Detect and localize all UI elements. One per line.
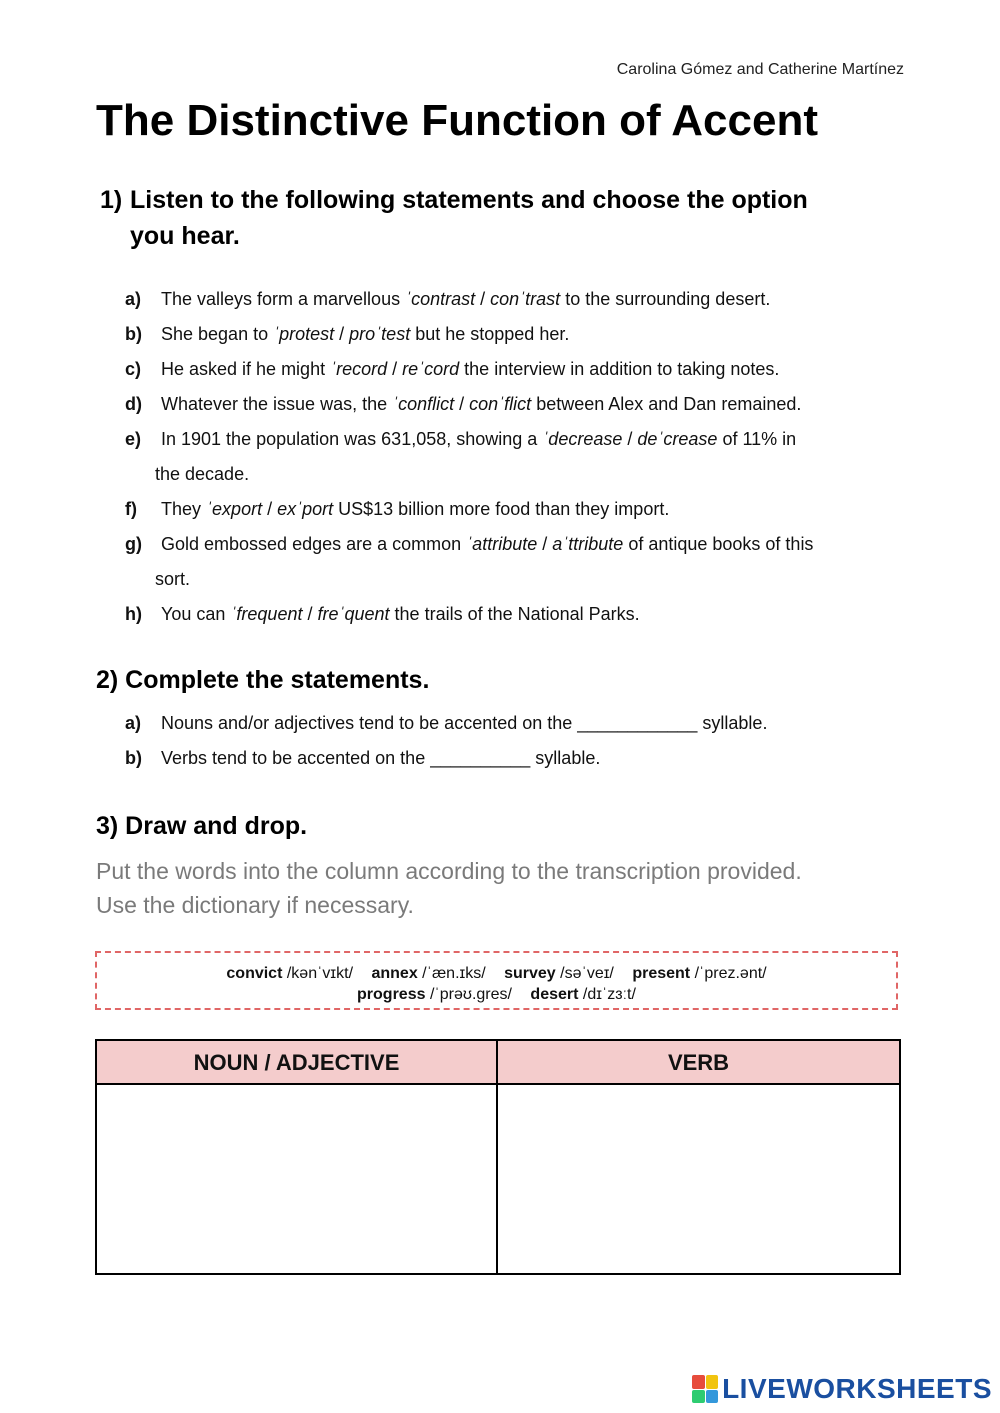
option-1[interactable]: ˈfrequent [230,604,303,624]
option-1[interactable]: ˈcontrast [405,289,476,309]
word-entry[interactable] [530,986,636,1003]
logo-square [706,1375,719,1389]
section2-list [125,706,885,776]
word-entry[interactable] [357,986,512,1003]
word-bank [95,951,898,1010]
list-item [125,352,885,387]
option-separator: / [302,604,318,624]
item-text-before: In 1901 the population was 631,058, showing a [161,429,538,449]
drop-zone-verb[interactable] [498,1085,899,1273]
item-text[interactable]: Verbs tend to be accented on the __________ syllable. [161,748,601,768]
option-2[interactable]: exˈport [277,499,334,519]
word: convict [226,965,283,982]
option-2[interactable]: proˈtest [349,324,411,344]
item-text-after: but he stopped her. [415,324,570,344]
option-1[interactable]: ˈprotest [273,324,335,344]
item-text-after: between Alex and Dan remained. [536,394,802,414]
section1-heading [100,182,890,254]
section1-heading-line1: Listen to the following statements and choose the option [130,186,808,214]
item-text-before: Gold embossed edges are a common [161,534,462,554]
section1-number: 1) [100,186,123,214]
list-item [125,741,885,776]
item-letter: b) [125,748,142,768]
item-letter: e) [125,429,142,449]
option-2[interactable]: reˈcord [402,359,460,379]
option-separator: / [334,324,350,344]
item-letter: g) [125,534,142,554]
list-item [125,706,885,741]
item-text-after: US$13 billion more food than they import. [338,499,670,519]
item-letter: a) [125,713,142,733]
word-ipa: /ˈæn.ɪks/ [422,965,486,982]
authors: Carolina Gómez and Catherine Martínez [616,61,904,78]
item-letter: d) [125,394,142,414]
instruction-line2: Use the dictionary if necessary. [96,892,414,918]
drop-zone-noun-adjective[interactable] [97,1085,498,1273]
word: desert [530,986,579,1003]
option-1[interactable]: ˈdecrease [542,429,623,449]
logo-mark-icon [692,1375,718,1403]
item-text-after: to the surrounding desert. [565,289,771,309]
sort-table [95,1039,901,1275]
word-entry[interactable] [632,965,766,982]
item-text-before: She began to [161,324,269,344]
option-separator: / [387,359,403,379]
option-1[interactable]: ˈexport [206,499,263,519]
option-2[interactable]: freˈquent [317,604,390,624]
item-text-continued: the decade. [155,464,250,484]
section3-instruction [96,854,896,922]
item-text-before: He asked if he might [161,359,326,379]
item-letter: h) [125,604,142,624]
item-letter: f) [125,499,137,519]
item-letter: b) [125,324,142,344]
item-text[interactable]: Nouns and/or adjectives tend to be accented on the ____________ syllable. [161,713,768,733]
item-text-after: of 11% in [722,429,797,449]
option-1[interactable]: ˈattribute [466,534,538,554]
list-item [125,422,885,492]
word-ipa: /kənˈvɪkt/ [286,965,354,982]
option-2[interactable]: aˈttribute [552,534,624,554]
item-text-before: Whatever the issue was, the [161,394,388,414]
word-ipa: /ˈprez.ənt/ [694,965,767,982]
item-text-after: the interview in addition to taking notes. [464,359,780,379]
item-text-after: the trails of the National Parks. [394,604,640,624]
section1-list [125,282,885,632]
word-ipa: /dɪˈzɜːt/ [582,986,636,1003]
option-2[interactable]: deˈcrease [637,429,718,449]
option-1[interactable]: ˈrecord [330,359,388,379]
column-header-noun-adjective: NOUN / ADJECTIVE [97,1041,498,1085]
liveworksheets-logo [692,1373,992,1405]
word: progress [357,986,426,1003]
list-item [125,527,885,597]
word-ipa: /səˈveɪ/ [560,965,614,982]
page-title: The Distinctive Function of Accent [96,96,818,145]
list-item [125,282,885,317]
instruction-line1: Put the words into the column according to the transcription provided. [96,858,802,884]
list-item [125,317,885,352]
word-entry[interactable] [226,965,353,982]
list-item [125,387,885,422]
item-text-before: They [161,499,202,519]
logo-square [706,1390,719,1404]
option-separator: / [454,394,470,414]
word-entry[interactable] [371,965,485,982]
option-separator: / [622,429,638,449]
option-separator: / [537,534,553,554]
section3-heading: 3) Draw and drop. [96,812,308,840]
logo-square [692,1390,705,1404]
word: annex [371,965,418,982]
option-2[interactable]: conˈflict [469,394,532,414]
option-2[interactable]: conˈtrast [490,289,561,309]
section2-heading: 2) Complete the statements. [96,666,430,694]
option-1[interactable]: ˈconflict [392,394,455,414]
logo-text: LIVEWORKSHEETS [722,1373,992,1404]
word-ipa: /ˈprəʊ.gres/ [429,986,512,1003]
column-header-verb: VERB [498,1041,899,1085]
item-text-continued: sort. [155,569,191,589]
section1-heading-line2: you hear. [130,222,240,250]
word: present [632,965,691,982]
option-separator: / [475,289,491,309]
item-letter: c) [125,359,142,379]
list-item [125,597,885,632]
word: survey [504,965,556,982]
item-text-after: of antique books of this [628,534,814,554]
item-text-before: The valleys form a marvellous [161,289,401,309]
option-separator: / [262,499,278,519]
item-letter: a) [125,289,142,309]
word-entry[interactable] [504,965,614,982]
item-text-before: You can [161,604,226,624]
logo-square [692,1375,705,1389]
list-item [125,492,885,527]
